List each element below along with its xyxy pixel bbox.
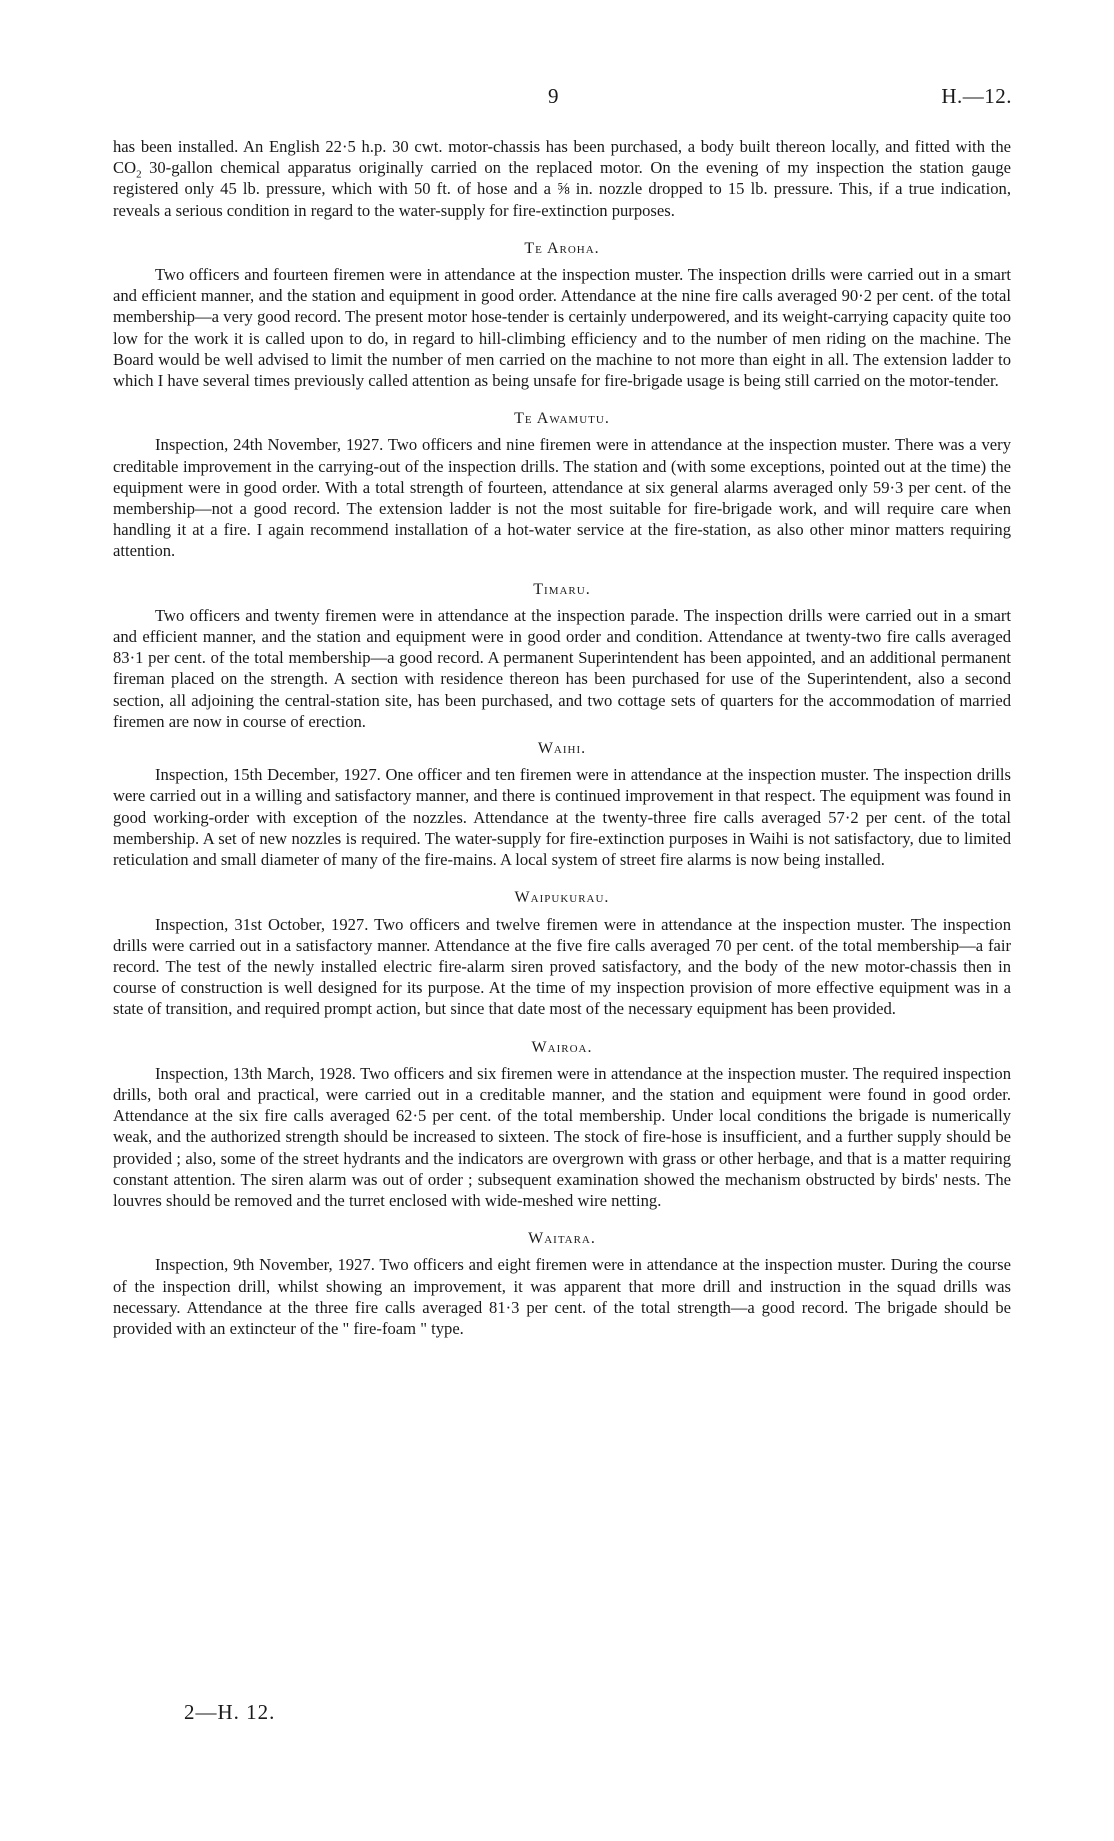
intro-subscript: 2 xyxy=(136,168,142,181)
section-heading-te-awamutu: Te Awamutu. xyxy=(514,410,610,428)
section-text-te-awamutu: Inspection, 24th November, 1927. Two officers and nine firemen were in attendance at the inspection muster. There was a very creditable improvement in the carrying-out of the inspection drills. The station and (with some exceptions, pointed out at the time) the equipment were in good order. With a total strength of fourteen, attendance at six general alarms averaged only 59·3 per cent. of the membership—not a good record. The extension ladder is not the most suitable for fire-brigade work, and will require care when handling it at a fire. I again recommend installation of a hot-water service at the fire-station, as also other minor matters requiring attention. xyxy=(113,435,1011,561)
section-text-timaru: Two officers and twenty firemen were in attendance at the inspection parade. The inspection drills were carried out in a smart and efficient manner, and the station and equipment were in good order and condition. Attendance at twenty-two fire calls averaged 83·1 per cent. of the total membership—a good record. A permanent Superintendent has been appointed, and an additional permanent fireman placed on the strength. A section with residence thereon has been purchased for use of the Superintendent, also a second section, all adjoining the central-station site, has been purchased, and two cottage sets of quarters for the accommodation of married firemen are now in course of erection. xyxy=(113,605,1011,731)
main-content xyxy=(113,136,1011,1339)
document-reference: H.—12. xyxy=(941,84,1012,108)
intro-text-a: has been installed. An English 22·5 h.p. 30 cwt. motor-chassis has been purchased, a body built thereon locally, and fitted with the CO xyxy=(113,137,1011,178)
section-heading-wairoa: Wairoa. xyxy=(531,1038,593,1056)
section-heading-timaru: Timaru. xyxy=(533,580,591,598)
intro-paragraph xyxy=(113,136,1011,221)
section-text-waitara: Inspection, 9th November, 1927. Two officers and eight firemen were in attendance at the inspection muster. During the course of the inspection drill, whilst showing an improvement, it was apparent that more drill and instruction in the squad drills was necessary. Attendance at the three fire calls averaged 81·3 per cent. of the total strength—a good record. The brigade should be provided with an extincteur of the " fire-foam " type. xyxy=(113,1255,1011,1338)
page-number: 9 xyxy=(548,84,559,108)
section-text-te-aroha: Two officers and fourteen firemen were in attendance at the inspection muster. The inspection drills were carried out in a smart and efficient manner, and the station and equipment in good order. Attendance at the nine fire calls averaged 90·2 per cent. of the total membership—a very good record. The present motor hose-tender is certainly underpowered, and its weight-carrying capacity quite too low for the work it is called upon to do, in regard to hill-climbing efficiency and to the number of men riding on the machine. The Board would be well advised to limit the number of men carried on the machine to not more than eight in all. The extension ladder to which I have several times previously called attention as being unsafe for fire-brigade usage is being still carried on the motor-tender. xyxy=(113,265,1011,391)
section-text-wairoa: Inspection, 13th March, 1928. Two officers and six firemen were in attendance at the inspection muster. The required inspection drills, both oral and practical, were carried out in a creditable manner, and the station and equipment were found in good order. Attendance at the six fire calls averaged 62·5 per cent. of the total membership. Under local conditions the brigade is numerically weak, and the authorized strength should be increased to sixteen. The stock of fire-hose is insufficient, and a further supply should be provided ; also, some of the street hydrants and the indicators are overgrown with grass or other herbage, and that is a matter requiring constant attention. The siren alarm was out of order ; subsequent examination showed the mechanism obstructed by birds' nests. The louvres should be removed and the turret enclosed with wide-meshed wire netting. xyxy=(113,1063,1011,1210)
intro-text-b: 30-gallon chemical apparatus originally carried on the replaced motor. On the evening of my inspection the station gauge registered only 45 lb. pressure, which with 50 ft. of hose and a ⅝ in. nozzle dropped to 15 lb. pressure. This, if a true indication, reveals a serious condition in regard to the water-supply for fire-extinction purposes. xyxy=(113,158,1011,220)
section-heading-waitara: Waitara. xyxy=(528,1230,596,1248)
footer-signature: 2—H. 12. xyxy=(184,1700,276,1724)
section-heading-waipukurau: Waipukurau. xyxy=(514,889,610,907)
page-header xyxy=(0,84,1114,114)
section-heading-te-aroha: Te Aroha. xyxy=(524,239,600,257)
section-heading-waihi: Waihi. xyxy=(537,740,587,758)
section-text-waipukurau: Inspection, 31st October, 1927. Two officers and twelve firemen were in attendance at the inspection muster. The inspection drills were carried out in a satisfactory manner. Attendance at the five fire calls averaged 70 per cent. of the total membership—a fair record. The test of the newly installed electric fire-alarm siren proved satisfactory, and the body of the new motor-chassis then in course of construction is well designed for its purpose. At the time of my inspection provision of more effective equipment was in a state of transition, and required prompt action, but since that date most of the necessary equipment has been provided. xyxy=(113,914,1011,1019)
section-text-waihi: Inspection, 15th December, 1927. One officer and ten firemen were in attendance at the inspection muster. The inspection drills were carried out in a willing and satisfactory manner, and there is continued improvement in that respect. The equipment was found in good working-order with exception of the nozzles. Attendance at the twenty-three fire calls averaged 57·2 per cent. of the total membership. A set of new nozzles is required. The water-supply for fire-extinction purposes in Waihi is not satisfactory, due to limited reticulation and small diameter of many of the fire-mains. A local system of street fire alarms is now being installed. xyxy=(113,765,1011,870)
